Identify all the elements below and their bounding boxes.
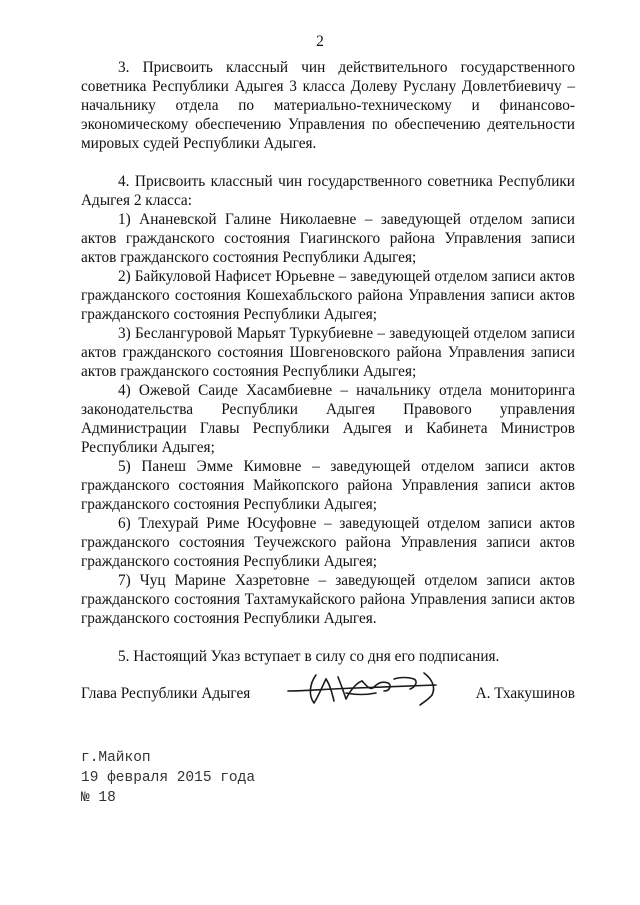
paragraph-4-item-7: 7) Чуц Марине Хазретовне – заведующей отделом записи актов гражданского состояния Тахтамукайского района Управления записи актов гражданского состояния Республики Адыгея. <box>81 572 575 627</box>
paragraph-4-item-3: 3) Беслангуровой Марьят Туркубиевне – заведующей отделом записи актов гражданского состояния Шовгеновского района Управления записи актов гражданского состояния Республики Адыгея; <box>81 325 575 380</box>
signatory-name: А. Тхакушинов <box>475 685 575 702</box>
decree-body <box>81 58 575 666</box>
paragraph-4-intro: 4. Присвоить классный чин государственного советника Республики Адыгея 2 класса: <box>81 173 575 209</box>
paragraph-4-item-5: 5) Панеш Эмме Кимовне – заведующей отделом записи актов гражданского состояния Майкопского района Управления записи актов гражданского состояния Республики Адыгея; <box>81 458 575 513</box>
decree-number: № 18 <box>81 790 116 806</box>
page-number: 2 <box>316 33 324 50</box>
paragraph-4-item-4: 4) Ожевой Саиде Хасамбиевне – начальнику отдела мониторинга законодательства Республики Адыгея Правового управления Администрации Главы Республики Адыгея и Кабинета Министров Республики Адыгея; <box>81 382 575 456</box>
issue-city: г.Майкоп <box>81 750 151 766</box>
paragraph-4-item-6: 6) Тлехурай Риме Юсуфовне – заведующей отделом записи актов гражданского состояния Теучежского района Управления записи актов гражданского состояния Республики Адыгея; <box>81 515 575 570</box>
signatory-title: Глава Республики Адыгея <box>81 685 251 702</box>
paragraph-4-item-2: 2) Байкуловой Нафисет Юрьевне – заведующей отделом записи актов гражданского состояния Кошехабльского района Управления записи актов гражданского состояния Республики Адыгея; <box>81 268 575 323</box>
decree-footer <box>81 748 255 808</box>
issue-date: 19 февраля 2015 года <box>81 770 256 786</box>
paragraph-5: 5. Настоящий Указ вступает в силу со дня его подписания. <box>118 648 500 665</box>
signature-block <box>81 685 575 715</box>
paragraph-3: 3. Присвоить классный чин действительного государственного советника Республики Адыгея 3 класса Долеву Руслану Довлетбиевичу – начальнику отдела по материально-техническому и финансово-экономическому обеспечению Управления по обеспечению деятельности мировых судей Республики Адыгея. <box>81 59 575 152</box>
handwritten-signature <box>286 669 446 709</box>
paragraph-4-item-1: 1) Ананевской Галине Николаевне – заведующей отделом записи актов гражданского состояния Гиагинского района Управления записи актов гражданского состояния Республики Адыгея; <box>81 211 575 266</box>
